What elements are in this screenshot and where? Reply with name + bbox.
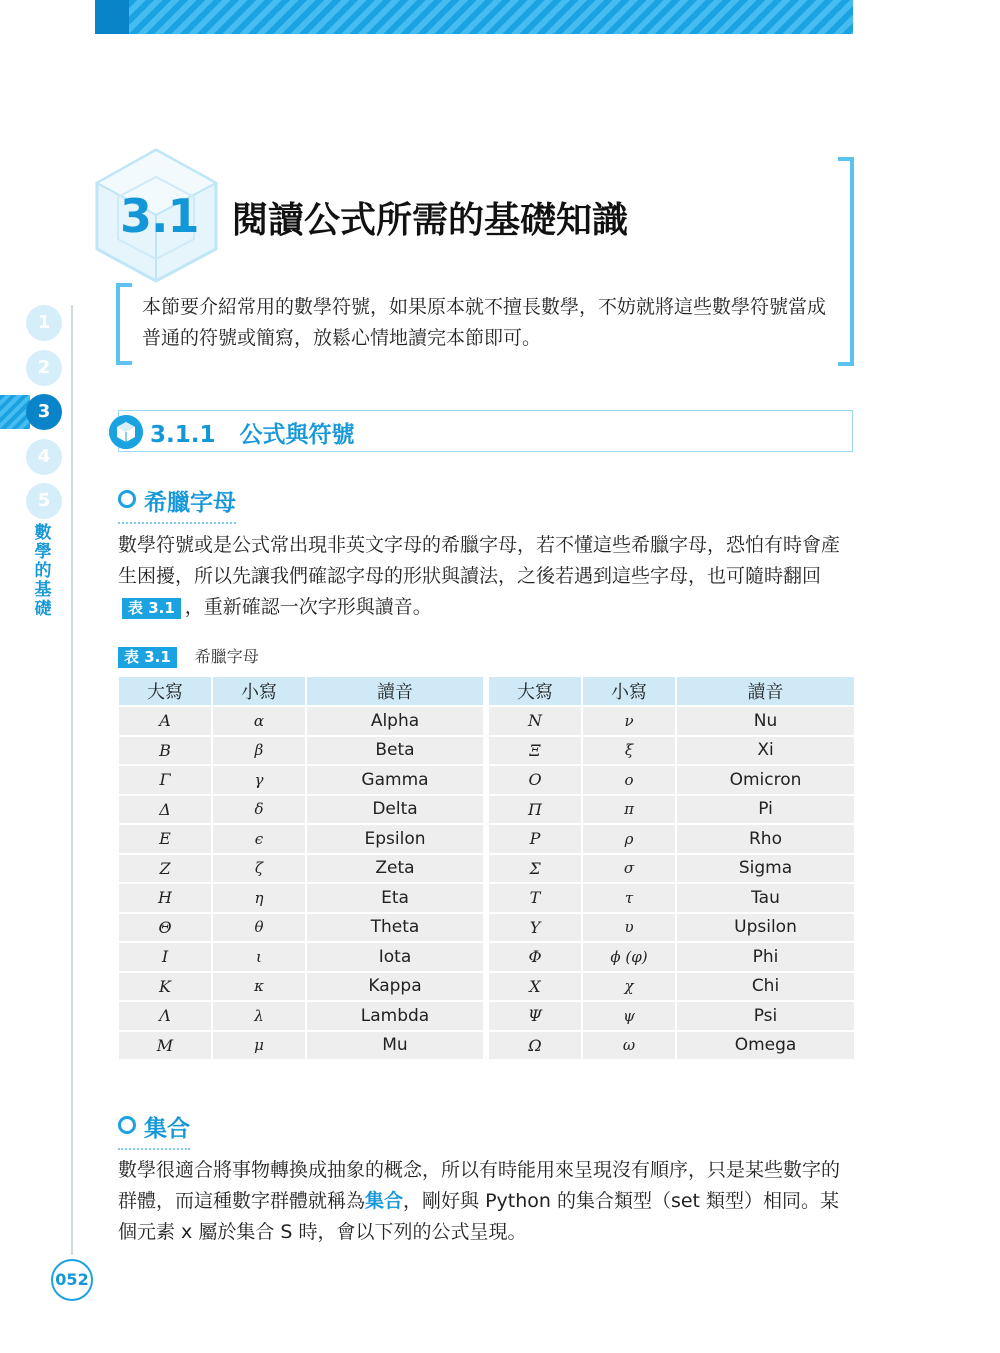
table-row [119, 737, 854, 765]
column-gap [485, 737, 487, 765]
chapter-tab-1[interactable]: 1 [26, 305, 62, 341]
column-gap [485, 884, 487, 912]
pronunciation-cell: Tau [677, 884, 854, 912]
top-decor-bar [95, 0, 853, 34]
pronunciation-cell: Nu [677, 707, 854, 735]
column-gap [485, 973, 487, 1001]
sidebar-line [71, 305, 73, 1255]
uppercase-cell: Z [119, 855, 211, 883]
sets-heading [118, 1110, 190, 1150]
greek-heading [118, 484, 236, 524]
uppercase-cell: Σ [489, 855, 581, 883]
uppercase-cell: Ξ [489, 737, 581, 765]
lowercase-cell: υ [583, 914, 675, 942]
table-row [119, 825, 854, 853]
uppercase-cell: O [489, 766, 581, 794]
lowercase-cell: ι [213, 943, 305, 971]
lowercase-cell: ν [583, 707, 675, 735]
lowercase-cell: β [213, 737, 305, 765]
column-gap [485, 914, 487, 942]
pronunciation-cell: Omicron [677, 766, 854, 794]
term-highlight: 集合 [365, 1190, 404, 1212]
greek-paragraph [118, 530, 858, 623]
lowercase-cell: ζ [213, 855, 305, 883]
header-lowercase: 小寫 [213, 677, 305, 705]
column-gap [485, 796, 487, 824]
column-gap [485, 855, 487, 883]
uppercase-cell: A [119, 707, 211, 735]
subsection-name: 公式與符號 [239, 422, 355, 448]
lowercase-cell: θ [213, 914, 305, 942]
greek-heading-text: 希臘字母 [144, 490, 236, 516]
column-gap [485, 825, 487, 853]
header-uppercase: 大寫 [489, 677, 581, 705]
lowercase-cell: τ [583, 884, 675, 912]
sets-paragraph [118, 1155, 858, 1248]
lowercase-cell: δ [213, 796, 305, 824]
pronunciation-cell: Sigma [677, 855, 854, 883]
uppercase-cell: Φ [489, 943, 581, 971]
table-ref-badge[interactable]: 表 3.1 [122, 598, 181, 619]
lowercase-cell: ϵ [213, 825, 305, 853]
column-gap [485, 1002, 487, 1030]
pronunciation-cell: Iota [307, 943, 483, 971]
table-row [119, 914, 854, 942]
uppercase-cell: B [119, 737, 211, 765]
pronunciation-cell: Mu [307, 1032, 483, 1060]
pronunciation-cell: Upsilon [677, 914, 854, 942]
table-row [119, 855, 854, 883]
header-uppercase: 大寫 [119, 677, 211, 705]
lowercase-cell: μ [213, 1032, 305, 1060]
table-label-badge: 表 3.1 [118, 647, 177, 668]
table-header-row [119, 677, 854, 705]
subsection-title [150, 416, 355, 449]
pronunciation-cell: Kappa [307, 973, 483, 1001]
uppercase-cell: E [119, 825, 211, 853]
section-number: 3.1 [120, 189, 199, 243]
chapter-tab-4[interactable]: 4 [26, 439, 62, 475]
lowercase-cell: γ [213, 766, 305, 794]
table-row [119, 707, 854, 735]
uppercase-cell: P [489, 825, 581, 853]
greek-para-text: 數學符號或是公式常出現非英文字母的希臘字母，若不懂這些希臘字母，恐怕有時會產生困擾，所以先讓我們確認字母的形狀與讀法，之後若遇到這些字母，也可隨時翻回 [118, 534, 841, 587]
pronunciation-cell: Eta [307, 884, 483, 912]
table-row [119, 766, 854, 794]
lowercase-cell: ψ [583, 1002, 675, 1030]
lowercase-cell: χ [583, 973, 675, 1001]
bullet-circle-icon [118, 1116, 136, 1134]
lowercase-cell: ο [583, 766, 675, 794]
uppercase-cell: I [119, 943, 211, 971]
lowercase-cell: κ [213, 973, 305, 1001]
uppercase-cell: Π [489, 796, 581, 824]
uppercase-cell: Θ [119, 914, 211, 942]
sets-para-end: ，剛好與 Python 的集合類型（set 類型）相同。某個元素 x 屬於集合 S 時，會以下列的公式呈現。 [118, 1190, 840, 1243]
uppercase-cell: H [119, 884, 211, 912]
uppercase-cell: Ψ [489, 1002, 581, 1030]
table-caption-text: 希臘字母 [194, 647, 259, 666]
column-gap [485, 707, 487, 735]
section-intro: 本節要介紹常用的數學符號，如果原本就不擅長數學，不妨就將這些數學符號當成普通的符號或簡寫，放鬆心情地讀完本節即可。 [142, 296, 827, 349]
lowercase-cell: ξ [583, 737, 675, 765]
pronunciation-cell: Psi [677, 1002, 854, 1030]
chapter-tab-2[interactable]: 2 [26, 350, 62, 386]
pronunciation-cell: Alpha [307, 707, 483, 735]
sets-para-text: 數學很適合將事物轉換成抽象的概念，所以有時能用來呈現沒有順序，只是某些數字的群體，而這種數字群體就稱為 [118, 1159, 841, 1212]
column-gap [485, 1032, 487, 1060]
table-row [119, 884, 854, 912]
lowercase-cell: ω [583, 1032, 675, 1060]
lowercase-cell: ϕ (φ) [583, 943, 675, 971]
column-gap [485, 677, 487, 705]
uppercase-cell: M [119, 1032, 211, 1060]
chapter-tab-5[interactable]: 5 [26, 483, 62, 519]
header-lowercase: 小寫 [583, 677, 675, 705]
uppercase-cell: T [489, 884, 581, 912]
header-pronunciation: 讀音 [677, 677, 854, 705]
table-row [119, 973, 854, 1001]
header-pronunciation: 讀音 [307, 677, 483, 705]
column-gap [485, 943, 487, 971]
lowercase-cell: ρ [583, 825, 675, 853]
pronunciation-cell: Theta [307, 914, 483, 942]
pronunciation-cell: Pi [677, 796, 854, 824]
uppercase-cell: Ω [489, 1032, 581, 1060]
chapter-tab-3[interactable]: 3 [26, 394, 62, 430]
sets-heading-text: 集合 [144, 1116, 190, 1142]
top-decor-block [95, 0, 129, 34]
uppercase-cell: Λ [119, 1002, 211, 1030]
uppercase-cell: N [489, 707, 581, 735]
table-row [119, 1032, 854, 1060]
column-gap [485, 766, 487, 794]
greek-para-end: ，重新確認一次字形與讀音。 [184, 596, 432, 618]
page-number: 052 [51, 1259, 93, 1301]
pronunciation-cell: Delta [307, 796, 483, 824]
lowercase-cell: α [213, 707, 305, 735]
pronunciation-cell: Rho [677, 825, 854, 853]
pronunciation-cell: Chi [677, 973, 854, 1001]
lowercase-cell: η [213, 884, 305, 912]
pronunciation-cell: Gamma [307, 766, 483, 794]
lowercase-cell: λ [213, 1002, 305, 1030]
pronunciation-cell: Xi [677, 737, 854, 765]
pronunciation-cell: Zeta [307, 855, 483, 883]
uppercase-cell: Δ [119, 796, 211, 824]
uppercase-cell: X [489, 973, 581, 1001]
bullet-circle-icon [118, 490, 136, 508]
uppercase-cell: Υ [489, 914, 581, 942]
subsection-number: 3.1.1 [150, 422, 216, 448]
table-row [119, 796, 854, 824]
chapter-label: 數學的基礎 [34, 523, 52, 619]
uppercase-cell: Γ [119, 766, 211, 794]
pronunciation-cell: Omega [677, 1032, 854, 1060]
pronunciation-cell: Beta [307, 737, 483, 765]
pronunciation-cell: Lambda [307, 1002, 483, 1030]
lowercase-cell: σ [583, 855, 675, 883]
left-bracket [116, 283, 132, 365]
uppercase-cell: K [119, 973, 211, 1001]
pronunciation-cell: Phi [677, 943, 854, 971]
section-title: 閱讀公式所需的基礎知識 [232, 200, 629, 241]
table-row [119, 943, 854, 971]
pronunciation-cell: Epsilon [307, 825, 483, 853]
lowercase-cell: π [583, 796, 675, 824]
greek-letter-table [117, 675, 856, 1061]
table-row [119, 1002, 854, 1030]
table-caption [118, 644, 259, 668]
subsection-cube-icon [109, 415, 143, 449]
